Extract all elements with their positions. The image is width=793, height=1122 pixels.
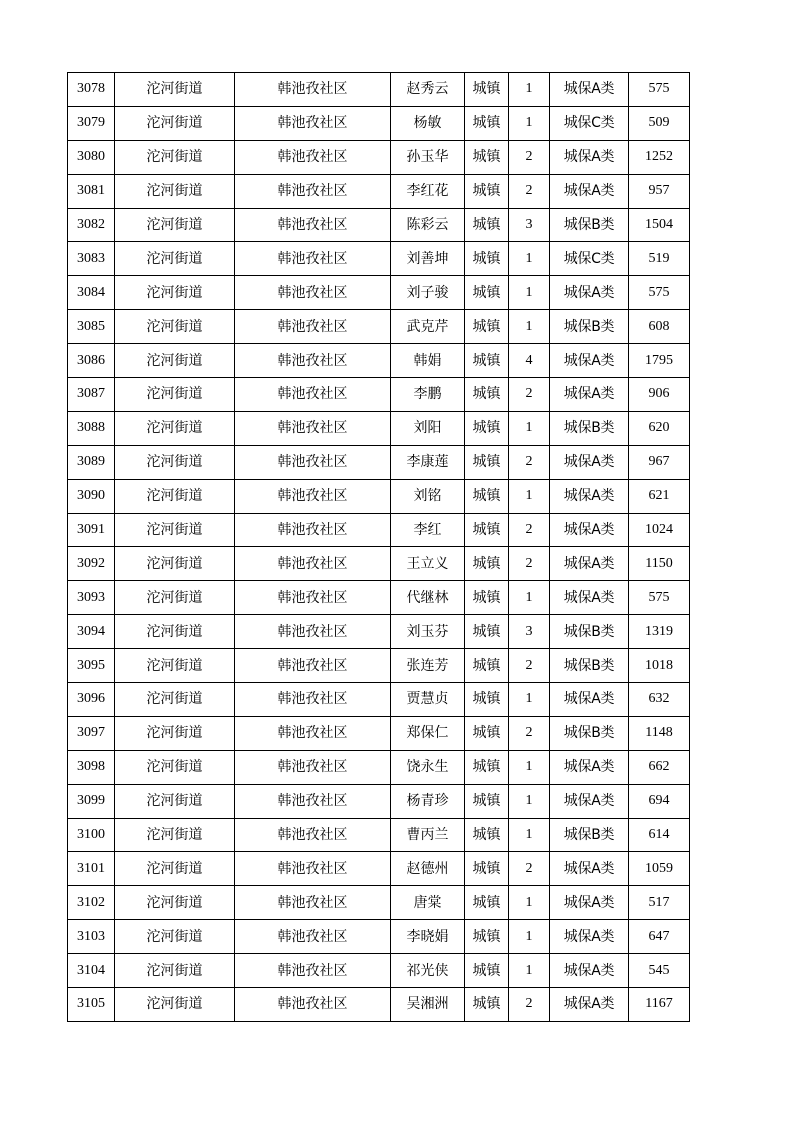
amount-cell: 545 — [629, 954, 690, 988]
table-row — [68, 683, 690, 717]
area-type-cell: 城镇 — [465, 513, 509, 547]
community-cell: 韩池孜社区 — [235, 852, 391, 886]
person-name-cell: 武克芹 — [391, 310, 465, 344]
community-cell: 韩池孜社区 — [235, 683, 391, 717]
household-count-cell: 1 — [509, 818, 550, 852]
household-count-cell: 1 — [509, 310, 550, 344]
community-cell: 韩池孜社区 — [235, 106, 391, 140]
category-cell: 城保A类 — [550, 547, 629, 581]
street-cell: 沱河街道 — [115, 445, 235, 479]
area-type-cell: 城镇 — [465, 852, 509, 886]
area-type-cell: 城镇 — [465, 547, 509, 581]
record-number-cell: 3093 — [68, 581, 115, 615]
category-cell: 城保B类 — [550, 716, 629, 750]
street-cell: 沱河街道 — [115, 106, 235, 140]
community-cell: 韩池孜社区 — [235, 581, 391, 615]
amount-cell: 575 — [629, 276, 690, 310]
table-row — [68, 411, 690, 445]
area-type-cell: 城镇 — [465, 954, 509, 988]
table-row — [68, 581, 690, 615]
category-cell: 城保A类 — [550, 784, 629, 818]
area-type-cell: 城镇 — [465, 242, 509, 276]
table-row — [68, 886, 690, 920]
area-type-cell: 城镇 — [465, 920, 509, 954]
community-cell: 韩池孜社区 — [235, 784, 391, 818]
person-name-cell: 刘铭 — [391, 479, 465, 513]
area-type-cell: 城镇 — [465, 411, 509, 445]
person-name-cell: 曹丙兰 — [391, 818, 465, 852]
household-count-cell: 2 — [509, 513, 550, 547]
area-type-cell: 城镇 — [465, 310, 509, 344]
category-cell: 城保A类 — [550, 750, 629, 784]
amount-cell: 967 — [629, 445, 690, 479]
record-number-cell: 3102 — [68, 886, 115, 920]
household-count-cell: 1 — [509, 73, 550, 107]
household-count-cell: 2 — [509, 988, 550, 1022]
record-number-cell: 3081 — [68, 174, 115, 208]
person-name-cell: 刘善坤 — [391, 242, 465, 276]
category-cell: 城保A类 — [550, 581, 629, 615]
table-row — [68, 140, 690, 174]
street-cell: 沱河街道 — [115, 547, 235, 581]
record-number-cell: 3079 — [68, 106, 115, 140]
person-name-cell: 祁光侠 — [391, 954, 465, 988]
household-count-cell: 4 — [509, 344, 550, 378]
amount-cell: 1148 — [629, 716, 690, 750]
person-name-cell: 赵秀云 — [391, 73, 465, 107]
amount-cell: 1252 — [629, 140, 690, 174]
amount-cell: 694 — [629, 784, 690, 818]
area-type-cell: 城镇 — [465, 140, 509, 174]
category-cell: 城保A类 — [550, 73, 629, 107]
community-cell: 韩池孜社区 — [235, 445, 391, 479]
table-row — [68, 513, 690, 547]
table-row — [68, 242, 690, 276]
area-type-cell: 城镇 — [465, 988, 509, 1022]
household-count-cell: 3 — [509, 208, 550, 242]
household-count-cell: 1 — [509, 479, 550, 513]
person-name-cell: 杨青珍 — [391, 784, 465, 818]
area-type-cell: 城镇 — [465, 276, 509, 310]
category-cell: 城保A类 — [550, 378, 629, 412]
amount-cell: 957 — [629, 174, 690, 208]
person-name-cell: 李晓娟 — [391, 920, 465, 954]
community-cell: 韩池孜社区 — [235, 242, 391, 276]
household-count-cell: 2 — [509, 547, 550, 581]
area-type-cell: 城镇 — [465, 615, 509, 649]
street-cell: 沱河街道 — [115, 140, 235, 174]
community-cell: 韩池孜社区 — [235, 344, 391, 378]
category-cell: 城保B类 — [550, 615, 629, 649]
household-count-cell: 2 — [509, 445, 550, 479]
amount-cell: 509 — [629, 106, 690, 140]
household-count-cell: 1 — [509, 954, 550, 988]
record-number-cell: 3089 — [68, 445, 115, 479]
household-count-cell: 2 — [509, 378, 550, 412]
person-name-cell: 李鹏 — [391, 378, 465, 412]
community-cell: 韩池孜社区 — [235, 479, 391, 513]
amount-cell: 620 — [629, 411, 690, 445]
household-count-cell: 2 — [509, 140, 550, 174]
amount-cell: 906 — [629, 378, 690, 412]
person-name-cell: 张连芳 — [391, 649, 465, 683]
area-type-cell: 城镇 — [465, 750, 509, 784]
community-cell: 韩池孜社区 — [235, 411, 391, 445]
category-cell: 城保A类 — [550, 683, 629, 717]
household-count-cell: 1 — [509, 581, 550, 615]
household-count-cell: 1 — [509, 886, 550, 920]
area-type-cell: 城镇 — [465, 479, 509, 513]
amount-cell: 519 — [629, 242, 690, 276]
community-cell: 韩池孜社区 — [235, 615, 391, 649]
record-number-cell: 3086 — [68, 344, 115, 378]
street-cell: 沱河街道 — [115, 649, 235, 683]
table-row — [68, 378, 690, 412]
record-number-cell: 3101 — [68, 852, 115, 886]
record-number-cell: 3095 — [68, 649, 115, 683]
person-name-cell: 陈彩云 — [391, 208, 465, 242]
community-cell: 韩池孜社区 — [235, 208, 391, 242]
street-cell: 沱河街道 — [115, 852, 235, 886]
area-type-cell: 城镇 — [465, 378, 509, 412]
record-number-cell: 3100 — [68, 818, 115, 852]
community-cell: 韩池孜社区 — [235, 140, 391, 174]
person-name-cell: 刘阳 — [391, 411, 465, 445]
person-name-cell: 李红花 — [391, 174, 465, 208]
street-cell: 沱河街道 — [115, 988, 235, 1022]
category-cell: 城保B类 — [550, 649, 629, 683]
category-cell: 城保A类 — [550, 954, 629, 988]
street-cell: 沱河街道 — [115, 310, 235, 344]
street-cell: 沱河街道 — [115, 716, 235, 750]
person-name-cell: 杨敏 — [391, 106, 465, 140]
community-cell: 韩池孜社区 — [235, 378, 391, 412]
record-number-cell: 3091 — [68, 513, 115, 547]
table-row — [68, 73, 690, 107]
record-number-cell: 3105 — [68, 988, 115, 1022]
record-number-cell: 3099 — [68, 784, 115, 818]
area-type-cell: 城镇 — [465, 174, 509, 208]
street-cell: 沱河街道 — [115, 174, 235, 208]
street-cell: 沱河街道 — [115, 920, 235, 954]
person-name-cell: 吴湘洲 — [391, 988, 465, 1022]
household-count-cell: 1 — [509, 750, 550, 784]
street-cell: 沱河街道 — [115, 683, 235, 717]
community-cell: 韩池孜社区 — [235, 920, 391, 954]
community-cell: 韩池孜社区 — [235, 310, 391, 344]
record-number-cell: 3090 — [68, 479, 115, 513]
table-row — [68, 208, 690, 242]
street-cell: 沱河街道 — [115, 513, 235, 547]
person-name-cell: 唐棠 — [391, 886, 465, 920]
person-name-cell: 赵德州 — [391, 852, 465, 886]
table-row — [68, 750, 690, 784]
street-cell: 沱河街道 — [115, 411, 235, 445]
person-name-cell: 王立义 — [391, 547, 465, 581]
area-type-cell: 城镇 — [465, 344, 509, 378]
amount-cell: 517 — [629, 886, 690, 920]
table-row — [68, 174, 690, 208]
category-cell: 城保B类 — [550, 818, 629, 852]
household-count-cell: 1 — [509, 920, 550, 954]
household-count-cell: 1 — [509, 106, 550, 140]
record-number-cell: 3082 — [68, 208, 115, 242]
amount-cell: 1059 — [629, 852, 690, 886]
beneficiary-table — [67, 72, 690, 1022]
street-cell: 沱河街道 — [115, 818, 235, 852]
community-cell: 韩池孜社区 — [235, 818, 391, 852]
record-number-cell: 3092 — [68, 547, 115, 581]
person-name-cell: 代继林 — [391, 581, 465, 615]
record-number-cell: 3083 — [68, 242, 115, 276]
category-cell: 城保A类 — [550, 852, 629, 886]
amount-cell: 1167 — [629, 988, 690, 1022]
person-name-cell: 刘玉芬 — [391, 615, 465, 649]
amount-cell: 1024 — [629, 513, 690, 547]
record-number-cell: 3097 — [68, 716, 115, 750]
table-row — [68, 784, 690, 818]
category-cell: 城保A类 — [550, 988, 629, 1022]
area-type-cell: 城镇 — [465, 649, 509, 683]
area-type-cell: 城镇 — [465, 683, 509, 717]
table-row — [68, 649, 690, 683]
community-cell: 韩池孜社区 — [235, 750, 391, 784]
category-cell: 城保A类 — [550, 513, 629, 547]
household-count-cell: 3 — [509, 615, 550, 649]
community-cell: 韩池孜社区 — [235, 988, 391, 1022]
record-number-cell: 3096 — [68, 683, 115, 717]
community-cell: 韩池孜社区 — [235, 649, 391, 683]
amount-cell: 608 — [629, 310, 690, 344]
table-body — [68, 73, 690, 1022]
amount-cell: 1319 — [629, 615, 690, 649]
community-cell: 韩池孜社区 — [235, 716, 391, 750]
street-cell: 沱河街道 — [115, 479, 235, 513]
person-name-cell: 李康莲 — [391, 445, 465, 479]
category-cell: 城保A类 — [550, 344, 629, 378]
amount-cell: 575 — [629, 73, 690, 107]
amount-cell: 662 — [629, 750, 690, 784]
table-row — [68, 920, 690, 954]
category-cell: 城保A类 — [550, 174, 629, 208]
household-count-cell: 2 — [509, 852, 550, 886]
record-number-cell: 3104 — [68, 954, 115, 988]
table-row — [68, 547, 690, 581]
category-cell: 城保B类 — [550, 208, 629, 242]
area-type-cell: 城镇 — [465, 581, 509, 615]
household-count-cell: 2 — [509, 174, 550, 208]
category-cell: 城保A类 — [550, 445, 629, 479]
table-row — [68, 106, 690, 140]
person-name-cell: 刘子骏 — [391, 276, 465, 310]
person-name-cell: 李红 — [391, 513, 465, 547]
area-type-cell: 城镇 — [465, 886, 509, 920]
person-name-cell: 郑保仁 — [391, 716, 465, 750]
amount-cell: 647 — [629, 920, 690, 954]
category-cell: 城保B类 — [550, 411, 629, 445]
street-cell: 沱河街道 — [115, 750, 235, 784]
table-row — [68, 445, 690, 479]
street-cell: 沱河街道 — [115, 886, 235, 920]
record-number-cell: 3094 — [68, 615, 115, 649]
household-count-cell: 2 — [509, 716, 550, 750]
category-cell: 城保A类 — [550, 479, 629, 513]
table-row — [68, 344, 690, 378]
record-number-cell: 3103 — [68, 920, 115, 954]
community-cell: 韩池孜社区 — [235, 513, 391, 547]
amount-cell: 1150 — [629, 547, 690, 581]
street-cell: 沱河街道 — [115, 208, 235, 242]
person-name-cell: 韩娟 — [391, 344, 465, 378]
street-cell: 沱河街道 — [115, 784, 235, 818]
category-cell: 城保A类 — [550, 276, 629, 310]
record-number-cell: 3087 — [68, 378, 115, 412]
area-type-cell: 城镇 — [465, 208, 509, 242]
household-count-cell: 1 — [509, 411, 550, 445]
household-count-cell: 1 — [509, 242, 550, 276]
record-number-cell: 3084 — [68, 276, 115, 310]
amount-cell: 1018 — [629, 649, 690, 683]
category-cell: 城保A类 — [550, 140, 629, 174]
community-cell: 韩池孜社区 — [235, 174, 391, 208]
category-cell: 城保B类 — [550, 310, 629, 344]
street-cell: 沱河街道 — [115, 73, 235, 107]
area-type-cell: 城镇 — [465, 73, 509, 107]
street-cell: 沱河街道 — [115, 581, 235, 615]
table-row — [68, 852, 690, 886]
amount-cell: 632 — [629, 683, 690, 717]
record-number-cell: 3080 — [68, 140, 115, 174]
amount-cell: 575 — [629, 581, 690, 615]
community-cell: 韩池孜社区 — [235, 276, 391, 310]
person-name-cell: 贾慧贞 — [391, 683, 465, 717]
category-cell: 城保A类 — [550, 920, 629, 954]
area-type-cell: 城镇 — [465, 106, 509, 140]
table-row — [68, 954, 690, 988]
community-cell: 韩池孜社区 — [235, 886, 391, 920]
street-cell: 沱河街道 — [115, 242, 235, 276]
table-row — [68, 988, 690, 1022]
area-type-cell: 城镇 — [465, 445, 509, 479]
record-number-cell: 3085 — [68, 310, 115, 344]
household-count-cell: 1 — [509, 784, 550, 818]
community-cell: 韩池孜社区 — [235, 954, 391, 988]
street-cell: 沱河街道 — [115, 615, 235, 649]
person-name-cell: 孙玉华 — [391, 140, 465, 174]
area-type-cell: 城镇 — [465, 784, 509, 818]
table-row — [68, 818, 690, 852]
table-row — [68, 716, 690, 750]
person-name-cell: 饶永生 — [391, 750, 465, 784]
community-cell: 韩池孜社区 — [235, 73, 391, 107]
amount-cell: 614 — [629, 818, 690, 852]
record-number-cell: 3098 — [68, 750, 115, 784]
table-row — [68, 276, 690, 310]
table-row — [68, 479, 690, 513]
record-number-cell: 3088 — [68, 411, 115, 445]
street-cell: 沱河街道 — [115, 378, 235, 412]
category-cell: 城保C类 — [550, 106, 629, 140]
record-number-cell: 3078 — [68, 73, 115, 107]
household-count-cell: 1 — [509, 683, 550, 717]
table-row — [68, 310, 690, 344]
street-cell: 沱河街道 — [115, 276, 235, 310]
amount-cell: 1795 — [629, 344, 690, 378]
amount-cell: 621 — [629, 479, 690, 513]
household-count-cell: 1 — [509, 276, 550, 310]
area-type-cell: 城镇 — [465, 716, 509, 750]
household-count-cell: 2 — [509, 649, 550, 683]
amount-cell: 1504 — [629, 208, 690, 242]
street-cell: 沱河街道 — [115, 954, 235, 988]
area-type-cell: 城镇 — [465, 818, 509, 852]
street-cell: 沱河街道 — [115, 344, 235, 378]
community-cell: 韩池孜社区 — [235, 547, 391, 581]
table-row — [68, 615, 690, 649]
category-cell: 城保A类 — [550, 886, 629, 920]
category-cell: 城保C类 — [550, 242, 629, 276]
